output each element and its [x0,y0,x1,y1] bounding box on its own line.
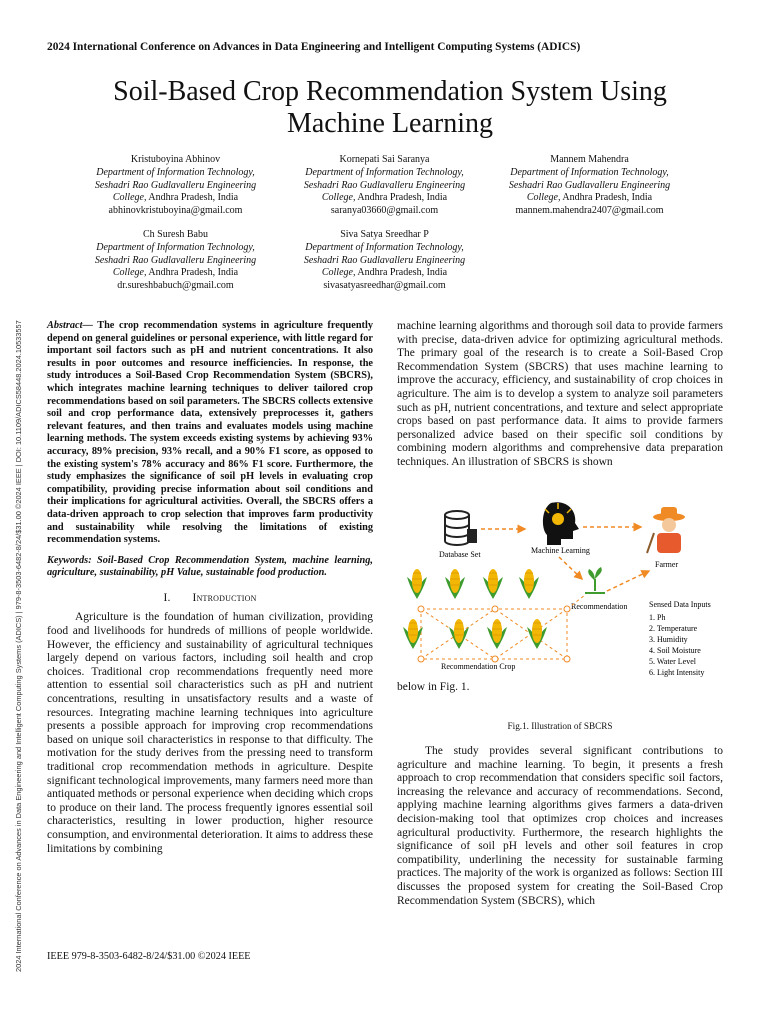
conference-header: 2024 International Conference on Advances in Data Engineering and Intelligent Computing Systems (ADICS) [47,41,581,53]
author-inst: Seshadri Rao Gudlavalleru Engineering [303,254,466,266]
section-number: I. [163,591,171,604]
author-location: Andhra Pradesh, India [148,192,239,204]
intro-paragraph-1: Agriculture is the foundation of human civilization, providing food and livelihoods for hundreds of millions of people worldwide. However, the efficiency and sustainability of agricultural techniques largely depend on various factors, including soil health and crop choices. Traditional crop recommendations frequently need more attention to essential soil characteristics such as pH and nutrient concentrations, resulting in unsatisfactory results and a waste of resources. Integrating machine learning techniques into agriculture presents a possible approach for improving crop recommendations based on unique soil characteristics in response to that difficulty. The motivation for the study derives from the pressing need to transform traditional crop recommendation methods in agriculture. Despite significant technological improvements, many farmers need more than antiquated methods or personal experience when deciding which crops to produce on their land. The process frequently ignores essential soil characteristics, resulting in lower production, higher resource consumption, and environmental deterioration. It aims to address these limitations by combining [47,611,373,855]
corn-icon [445,569,465,599]
author-inst2: College, [321,192,356,204]
title-line-1: Soil-Based Crop Recommendation System Using [113,76,667,107]
keywords-lead: Keywords: [47,554,92,566]
author-inst: Seshadri Rao Gudlavalleru Engineering [94,179,257,191]
author-inst2: College, [112,192,147,204]
brain-head-icon [543,502,579,545]
author-name: Siva Satya Sreedhar P [340,229,429,240]
author-3 [482,154,697,218]
corn-icon [527,619,547,649]
label-sensed-inputs: Sensed Data Inputs [649,600,711,609]
database-icon [445,511,477,545]
corn-icon [487,619,507,649]
keywords [47,555,373,580]
abstract [47,320,373,547]
farmer-icon [647,507,685,553]
author-name: Kornepati Sai Saranya [339,154,430,165]
author-inst2: College, [526,192,561,204]
arrow-recommendation-to-farmer [607,571,649,591]
author-location: Andhra Pradesh, India [148,267,239,279]
author-dept: Department of Information Technology, [96,241,255,253]
right-column-bottom [397,745,723,908]
network-links [421,595,585,659]
title-line-2: Machine Learning [286,108,494,139]
keywords-text: Soil-Based Crop Recommendation System, machine learning, agriculture, sustainability, pH Value, sustainable food production. [47,554,373,579]
label-machine-learning: Machine Learning [531,546,590,555]
label-recommendation: Recommendation [571,602,628,611]
intro-paragraph-continued: machine learning algorithms and thorough soil data to provide farmers with precise, data-driven advice for optimizing agricultural methods. The primary goal of the research is to create a Soil-Based Crop Recommendation System (SBCRS) that uses machine learning to improve the accuracy, efficiency, and sustainability of crop choices in agriculture. The aim is to develop a system to analyze soil parameters such as pH, nutrient concentrations, and texture and select appropriate crops based on past performance data. It aims to provide farmers personalized advice based on their specific soil conditions by combining modern algorithms and comprehensive data preparation techniques. An illustration of SBCRS is shown [397,320,723,468]
corn-icon [403,619,423,649]
author-name: Mannem Mahendra [550,154,629,165]
footer-copyright: IEEE 979-8-3503-6482-8/24/$31.00 ©2024 IEEE [47,951,251,962]
left-column [47,320,373,856]
abstract-dash: — [82,320,93,331]
author-email: dr.sureshbabuch@gmail.com [117,280,234,292]
paper-title [60,76,720,140]
author-email: sivasatyasreedhar@gmail.com [323,280,446,292]
author-inst2: College, [112,267,147,279]
author-dept: Department of Information Technology, [96,166,255,178]
corn-icon [519,569,539,599]
input-item: 5. Water Level [649,657,696,666]
right-column-top [397,320,723,470]
author-4 [68,229,283,293]
figure-sbcrs [397,495,723,681]
contributions-paragraph: The study provides several significant contributions to agriculture and machine learning. To begin, it presents a fresh approach to crop recommendation that considers specific soil factors, increasing the relevance and accuracy of recommendations. Second, applying machine learning algorithms gives farmers a data-driven decision-making tool that optimizes crop choices and increases agricultural productivity. Furthermore, the research highlights the significance of soil pH levels and other soil features in crop compatibility, underlining the necessity for sustainable farming practices. The majority of the work is organized as follows: Section III discusses the proposed system for creating the Soil-Based Crop Recommendation System (SBCRS), which [397,745,723,907]
right-column-below-figure [397,681,723,695]
input-item: 1. Ph [649,613,666,622]
author-inst: Seshadri Rao Gudlavalleru Engineering [94,254,257,266]
arrow-ml-to-recommendation [559,557,582,579]
author-inst: Seshadri Rao Gudlavalleru Engineering [508,179,671,191]
label-recommendation-crop: Recommendation Crop [441,662,516,671]
side-doi-note: 2024 International Conference on Advances in Data Engineering and Intelligent Computing Systems (ADICS) | 979-8-3503-6482-8/24/$31.00 ©2024 IEEE | DOI: 10.1109/ADICS58448.2024.10533557 [14,320,23,972]
author-location: Andhra Pradesh, India [357,267,448,279]
author-location: Andhra Pradesh, India [357,192,448,204]
author-location: Andhra Pradesh, India [562,192,653,204]
author-email: mannem.mahendra2407@gmail.com [515,205,664,217]
figure-caption: Fig.1. Illustration of SBCRS [507,721,613,731]
author-email: saranya03660@gmail.com [330,205,439,217]
input-item: 4. Soil Moisture [649,646,701,655]
author-name: Kristuboyina Abhinov [130,154,221,165]
author-name: Ch Suresh Babu [143,229,208,240]
input-item: 6. Light Intensity [649,668,705,677]
label-farmer: Farmer [655,560,679,569]
figure-diagram [397,495,723,681]
input-item: 3. Humidity [649,635,688,644]
below-figure-text: below in Fig. 1. [397,681,470,693]
author-dept: Department of Information Technology, [305,241,464,253]
corn-icon [483,569,503,599]
label-database: Database Set [439,550,481,559]
section-heading-introduction [47,592,373,606]
corn-icon [449,619,469,649]
author-5 [277,229,492,293]
author-inst: Seshadri Rao Gudlavalleru Engineering [303,179,466,191]
author-inst2: College, [321,267,356,279]
corn-icon [407,569,427,599]
author-1 [68,154,283,218]
sprout-icon [585,567,605,593]
author-dept: Department of Information Technology, [510,166,669,178]
abstract-lead: Abstract [47,320,83,331]
input-item: 2. Temperature [649,624,698,633]
abstract-text: The crop recommendation systems in agriculture frequently depend on general guidelines or personal experience, with little regard for important soil factors such as pH and nutrient concentrations. It also results in poor outcomes and resource inefficiencies. In response, the study introduces a Soil-Based Crop Recommendation System (SBCRS), which integrates machine learning techniques to deliver tailored crop recommendations based on soil parameters. The SBCRS collects extensive soil and crop performance data, extensively preprocesses it, gathers relevant features, and then trains and evaluates models using machine learning methods. The system exceeds existing systems by achieving 93% accuracy, 89% precision, 93% recall, and a 90% F1 score, as opposed to the existing system's 78% accuracy and 86% F1 score. Furthermore, the study emphasizes the significance of soil pH levels in evaluating crop compatibility, providing precise information about soil conditions and their implications for agricultural activities. Overall, the SBCRS offers a data-driven approach to crop selection that improves farm productivity and sustainability while resolving the limitations of existing recommendation systems. [47,320,373,546]
author-2 [277,154,492,218]
section-title: Introduction [192,591,257,604]
author-dept: Department of Information Technology, [305,166,464,178]
author-email: abhinovkristuboyina@gmail.com [108,205,243,217]
